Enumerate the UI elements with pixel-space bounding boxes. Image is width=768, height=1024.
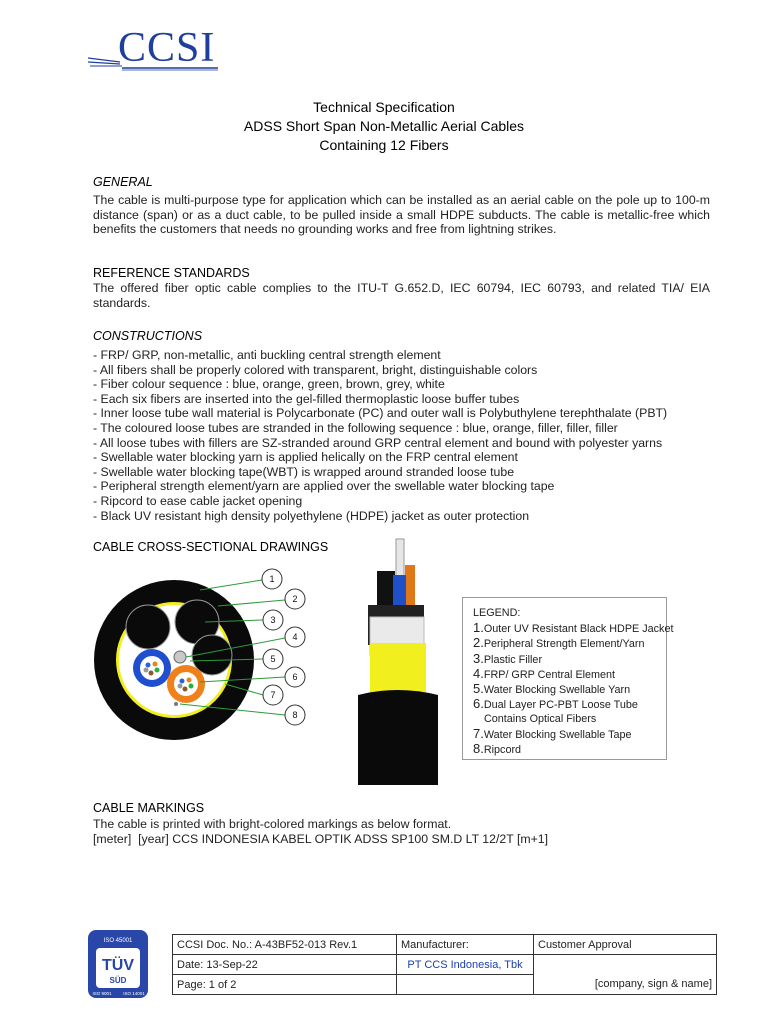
legend-title: LEGEND: [473, 607, 521, 619]
legend-text: Outer UV Resistant Black HDPE Jacket [483, 623, 674, 636]
list-item: - Swellable water blocking tape(WBT) is wrapped around stranded loose tube [93, 464, 515, 479]
legend-item [473, 727, 656, 742]
company-logo [88, 22, 228, 82]
drawings-heading: CABLE CROSS-SECTIONAL DRAWINGS [93, 540, 329, 554]
table-row [173, 975, 717, 995]
legend-text: FRP/ GRP Central Element [483, 668, 616, 681]
tuv-certification-badge [78, 928, 158, 1000]
legend-text: Water Blocking Swellable Yarn [483, 684, 631, 697]
legend-text: Dual Layer PC-PBT Loose Tube [483, 699, 638, 712]
callout-label: 7 [270, 690, 276, 700]
date-cell: Date: 13-Sep-22 [173, 955, 397, 975]
list-item: - Ripcord to ease cable jacket opening [93, 493, 303, 508]
reference-heading: REFERENCE STANDARDS [93, 266, 250, 280]
legend-item [473, 636, 656, 651]
cable-side-view [350, 535, 450, 787]
constructions-heading: CONSTRUCTIONS [93, 329, 203, 343]
list-item: - The coloured loose tubes are stranded in the following sequence : blue, orange, filler, filler, filler [93, 420, 618, 435]
empty-cell [397, 975, 534, 995]
general-text: The cable is multi-purpose type for application which can be installed as an aerial cable on the pole up to 100-m distance (span) or as a duct cable, to be pulled inside a small HDPE subducts. The cable is metallic-free which benefits the customers that needs no grounding works and free from lightning strikes. [93, 193, 710, 237]
badge-sub-text: SÜD [109, 976, 127, 985]
legend-text: Ripcord [483, 743, 522, 756]
list-item: - FRP/ GRP, non-metallic, anti buckling central strength element [93, 348, 441, 362]
fiber [187, 678, 192, 683]
constructions-list [93, 348, 713, 523]
ripcord [174, 702, 178, 706]
fiber [146, 663, 151, 668]
legend-number: 2. [473, 635, 484, 651]
manufacturer-name-cell: PT CCS Indonesia, Tbk [397, 955, 534, 975]
central-element-exposed [396, 539, 404, 579]
fiber [183, 687, 188, 692]
doc-number-cell: CCSI Doc. No.: A-43BF52-013 Rev.1 [173, 935, 397, 955]
black-jacket [358, 690, 438, 785]
tube-core [140, 656, 164, 680]
central-element [174, 651, 186, 663]
list-item: - Inner loose tube wall material is Polycarbonate (PC) and outer wall is Polybuthylene terephthalate (PBT) [93, 406, 668, 421]
callout-label: 2 [292, 594, 298, 604]
title-line-1: Technical Specification [313, 99, 455, 115]
general-heading: GENERAL [93, 175, 153, 189]
document-footer-table [172, 934, 717, 995]
list-item: - Fiber colour sequence : blue, orange, green, brown, grey, white [93, 377, 445, 392]
approval-label-cell: Customer Approval [534, 935, 717, 955]
list-item: - Swellable water blocking yarn is applied helically on the FRP central element [93, 450, 518, 465]
cross-section-drawing [90, 562, 320, 762]
fiber [155, 668, 160, 673]
callout-label: 1 [269, 574, 275, 584]
legend-item [473, 742, 656, 757]
callout-label: 4 [292, 632, 298, 642]
page-cell: Page: 1 of 2 [173, 975, 397, 995]
callout-label: 6 [292, 672, 298, 682]
fiber [178, 684, 183, 689]
title-line-2: ADSS Short Span Non-Metallic Aerial Cables [243, 118, 525, 134]
legend-number: 7. [473, 725, 484, 741]
markings-heading: CABLE MARKINGS [93, 801, 205, 815]
fiber [153, 662, 158, 667]
legend-number: 1. [473, 620, 484, 636]
logo-text: CCSI [118, 25, 216, 71]
badge-top-text: ISO 45001 [103, 938, 133, 944]
document-title [0, 98, 768, 155]
legend-item [473, 652, 656, 667]
legend-text: Plastic Filler [483, 653, 543, 666]
list-item: - Peripheral strength element/yarn are applied over the swellable water blocking tape [93, 479, 555, 494]
title-line-3: Containing 12 Fibers [319, 137, 449, 153]
legend-number: 8. [473, 740, 484, 756]
legend-number: 5. [473, 681, 484, 697]
list-item: - Black UV resistant high density polyethylene (HDPE) jacket as outer protection [93, 508, 530, 523]
legend-box [462, 597, 674, 760]
legend-item [473, 712, 656, 726]
legend-item [473, 667, 656, 682]
table-row [173, 935, 717, 955]
list-item: - All loose tubes with fillers are SZ-stranded around GRP central element and bound with polyester yarns [93, 435, 663, 450]
badge-main-text: TÜV [102, 957, 134, 974]
legend-item [473, 620, 674, 636]
reference-text: The offered fiber optic cable complies to the ITU-T G.652.D, IEC 60794, IEC 60793, and related TIA/ EIA standards. [93, 281, 710, 310]
list-item: - All fibers shall be properly colored with transparent, bright, distinguishable colors [93, 362, 538, 377]
fiber [144, 668, 149, 673]
fiber [189, 684, 194, 689]
approval-note-cell: [company, sign & name] [534, 975, 717, 995]
legend-number: 6. [473, 696, 484, 712]
markings-format: [meter] [year] CCS INDONESIA KABEL OPTIK ADSS SP100 SM.D LT 12/2T [m+1] [93, 832, 549, 846]
legend-number: 4. [473, 665, 484, 681]
callout-label: 8 [292, 710, 298, 720]
fiber [149, 671, 154, 676]
tube-core [174, 672, 198, 696]
badge-right-text: ISO 14001 [123, 991, 145, 996]
legend-text: Peripheral Strength Element/Yarn [483, 638, 645, 651]
legend-number: 3. [473, 650, 484, 666]
manufacturer-label-cell: Manufacturer: [397, 935, 534, 955]
list-item: - Each six fibers are inserted into the gel-filled thermoplastic loose buffer tubes [93, 391, 520, 406]
legend-item [473, 682, 656, 697]
callout-label: 3 [270, 615, 276, 625]
callout-label: 5 [270, 654, 276, 664]
legend-text: Water Blocking Swellable Tape [483, 728, 632, 741]
callout-circles [262, 569, 305, 725]
filler-1 [126, 605, 170, 649]
legend-text: Contains Optical Fibers [484, 713, 597, 726]
approval-space-cell [534, 955, 717, 975]
markings-text: The cable is printed with bright-colored markings as below format. [93, 817, 452, 831]
legend-item [473, 697, 656, 712]
table-row [173, 955, 717, 975]
fiber [180, 679, 185, 684]
badge-left-text: ISO 9001 [92, 991, 112, 996]
